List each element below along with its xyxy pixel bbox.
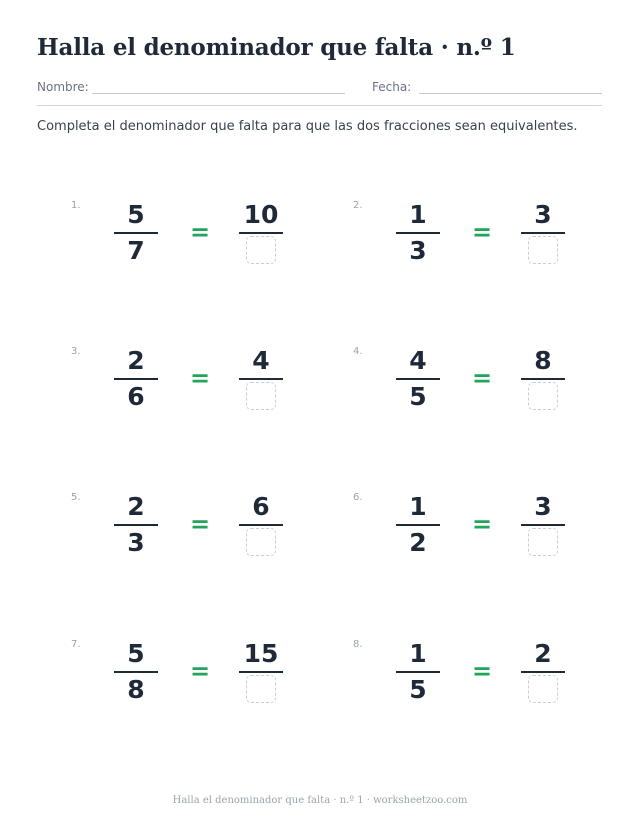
problem-5 [71,492,351,582]
answer-box[interactable] [528,528,558,556]
left-numerator: 4 [409,346,427,375]
left-fraction [112,200,160,266]
date-label: Fecha: [372,80,412,94]
fraction-bar [239,378,283,380]
problem-number: 2. [353,200,363,211]
name-field[interactable] [92,93,345,94]
left-numerator: 2 [127,346,145,375]
right-fraction [519,346,567,410]
fraction-bar [396,524,440,526]
right-numerator: 3 [534,492,552,521]
left-fraction [394,346,442,412]
right-numerator: 8 [534,346,552,375]
problem-7 [71,639,351,729]
name-date-row [37,80,602,100]
equals-sign: = [190,657,211,685]
fraction-bar [114,232,158,234]
fraction-bar [396,378,440,380]
problem-6 [353,492,633,582]
equals-sign: = [190,510,211,538]
problem-3 [71,346,351,436]
fraction-bar [521,671,565,673]
problem-1 [71,200,351,290]
left-numerator: 2 [127,492,145,521]
header-divider [37,105,602,106]
left-denominator: 3 [127,528,145,557]
answer-box[interactable] [246,675,276,703]
left-denominator: 2 [409,528,427,557]
equals-sign: = [472,657,493,685]
left-denominator: 5 [409,382,427,411]
right-fraction [519,492,567,556]
right-numerator: 2 [534,639,552,668]
left-fraction [112,346,160,412]
left-fraction [394,200,442,266]
answer-box[interactable] [528,382,558,410]
left-numerator: 1 [409,639,427,668]
problem-number: 4. [353,346,363,357]
instructions: Completa el denominador que falta para que las dos fracciones sean equivalentes. [37,119,578,134]
right-fraction [237,639,285,703]
equals-sign: = [472,364,493,392]
page-title: Halla el denominador que falta · n.º 1 [37,34,516,61]
answer-box[interactable] [528,675,558,703]
problem-number: 1. [71,200,81,211]
problem-8 [353,639,633,729]
equals-sign: = [190,218,211,246]
left-denominator: 3 [409,236,427,265]
left-denominator: 5 [409,675,427,704]
left-fraction [112,639,160,705]
left-numerator: 1 [409,200,427,229]
fraction-bar [239,671,283,673]
problem-4 [353,346,633,436]
answer-box[interactable] [246,382,276,410]
right-fraction [519,200,567,264]
problem-number: 7. [71,639,81,650]
equals-sign: = [472,218,493,246]
left-numerator: 5 [127,639,145,668]
fraction-bar [521,378,565,380]
fraction-bar [114,524,158,526]
fraction-bar [239,524,283,526]
right-numerator: 3 [534,200,552,229]
left-numerator: 1 [409,492,427,521]
left-denominator: 7 [127,236,145,265]
fraction-bar [114,671,158,673]
left-fraction [112,492,160,558]
left-fraction [394,639,442,705]
answer-box[interactable] [246,236,276,264]
date-field[interactable] [419,93,602,94]
problem-number: 6. [353,492,363,503]
fraction-bar [521,232,565,234]
equals-sign: = [190,364,211,392]
left-numerator: 5 [127,200,145,229]
answer-box[interactable] [528,236,558,264]
right-numerator: 15 [243,639,279,668]
left-denominator: 6 [127,382,145,411]
left-denominator: 8 [127,675,145,704]
problem-2 [353,200,633,290]
right-fraction [237,346,285,410]
equals-sign: = [472,510,493,538]
name-label: Nombre: [37,80,89,94]
right-fraction [519,639,567,703]
right-fraction [237,492,285,556]
right-fraction [237,200,285,264]
problem-number: 5. [71,492,81,503]
problem-number: 3. [71,346,81,357]
right-numerator: 6 [252,492,270,521]
fraction-bar [396,232,440,234]
right-numerator: 10 [243,200,279,229]
fraction-bar [114,378,158,380]
fraction-bar [239,232,283,234]
fraction-bar [396,671,440,673]
right-numerator: 4 [252,346,270,375]
answer-box[interactable] [246,528,276,556]
footer: Halla el denominador que falta · n.º 1 · worksheetzoo.com [172,795,468,806]
problem-number: 8. [353,639,363,650]
fraction-bar [521,524,565,526]
left-fraction [394,492,442,558]
